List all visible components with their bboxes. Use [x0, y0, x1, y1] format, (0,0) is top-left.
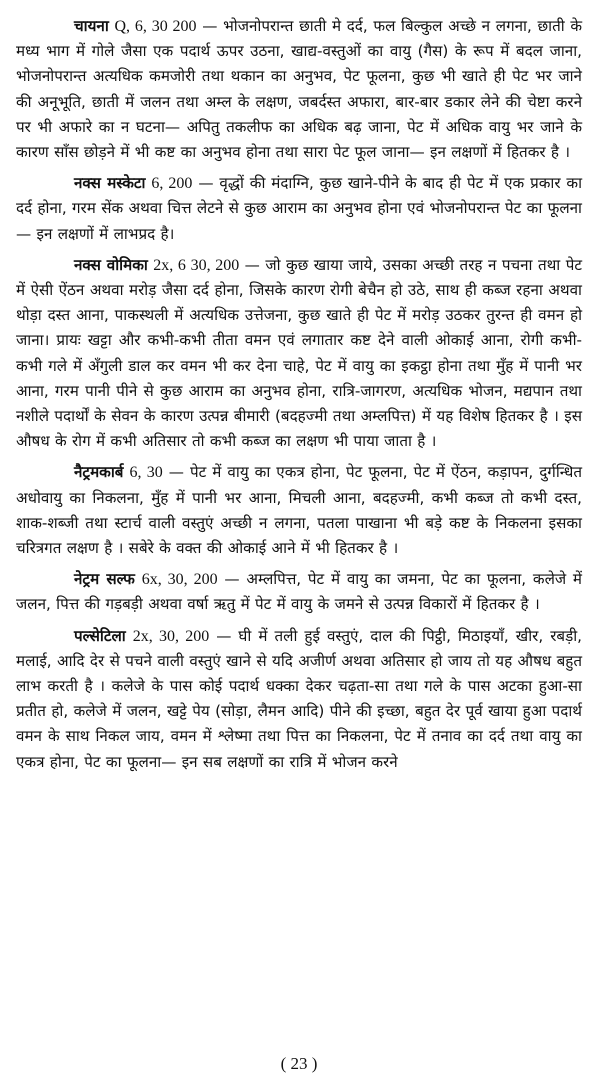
- remedy-name: नक्स मस्केटा: [74, 174, 146, 193]
- remedy-entry-nux-vomica: [16, 253, 582, 455]
- document-page: [16, 14, 582, 1074]
- remedy-potency: 2x, 6 30, 200: [153, 256, 240, 274]
- remedy-description: — जो कुछ खाया जाये, उसका अच्छी तरह न पचना तथा पेट में ऐसी ऐंठन अथवा मरोड़ जैसा दर्द होना, जिसके कारण रोगी बेचैन हो उठे, साथ ही कब्ज रहना अथवा थोड़ा दस्त आना, पाकस्थली में अत्यधिक उत्तेजना, कुछ खाते ही पेट में मरोड़ उठकर तुरन्त ही वमन हो जाना। प्रायः खट्टा और कभी-कभी तीता वमन एवं लगातार कष्ट देने वाली ओकाई आना, रोगी कभी-कभी गले में अँगुली डाल कर वमन भी कर देना चाहे, पेट में वायु का इकट्ठा होना तथा मुँह में पानी भर आना, गरम पानी पीने से कुछ आराम का अनुभव होना, रात्रि-जागरण, अत्यधिक भोजन, मद्यपान तथा नशीले पदार्थों के सेवन के कारण उत्पन्न बीमारी (बदहज्मी तथा अम्लपित्त) में यह विशेष हितकर है । इस औषध के रोग में कभी अतिसार तो कभी कब्ज का लक्षण भी पाया जाता है ।: [16, 255, 582, 451]
- remedy-description: — वृद्धों की मंदाग्नि, कुछ खाने-पीने के बाद ही पेट में एक प्रकार का दर्द होना, गरम सेंक अथवा चित्त लेटने से कुछ आराम का अनुभव होना एवं भोजनोपरान्त पेट का फूलना— इन लक्षणों में लाभप्रद है।: [16, 174, 583, 243]
- remedy-potency: 6x, 30, 200: [141, 571, 218, 589]
- remedy-name: नेट्रम सल्फ: [74, 570, 135, 589]
- remedy-name: नक्स वोमिका: [74, 255, 148, 274]
- remedy-entry-china: [16, 14, 582, 165]
- remedy-description: — घी में तली हुई वस्तुएं, दाल की पिट्ठी, मिठाइयाँ, खीर, रबड़ी, मलाई, आदि देर से पचने वाली वस्तुएं खाने से यदि अजीर्ण अथवा अतिसार हो जाय तो यह औषध बहुत लाभ करती है । कलेजे के पास कोई पदार्थ धक्का देकर चढ़ता-सा तथा गले के पास अटका हुआ-सा प्रतीत हो, कलेजे में जलन, खट्टे पेय (सोड़ा, लैमन आदि) पीने की इच्छा, बहुत देर पूर्व खाया हुआ पदार्थ वमन के साथ निकल जाय, वमन में श्लेष्मा तथा पित्त का निकलना, पेट में तनाव का दर्द तथा वायु का एकत्र होना, पेट का फूलना— इन सब लक्षणों का रात्रि में भोजन करने: [16, 626, 582, 771]
- remedy-potency: 6, 200: [151, 175, 193, 193]
- remedy-entry-nux-moschata: [16, 171, 582, 247]
- remedy-name: पल्सेटिला: [74, 626, 126, 645]
- remedy-entry-natrum-sulph: [16, 567, 582, 617]
- remedy-potency: Q, 6, 30 200: [114, 18, 197, 35]
- remedy-potency: 6, 30: [129, 464, 163, 482]
- remedy-name: चायना: [74, 17, 109, 35]
- remedy-potency: 2x, 30, 200: [132, 627, 210, 645]
- remedy-description: — अम्लपित्त, पेट में वायु का जमना, पेट का फूलना, कलेजे में जलन, पित्त की गड़बड़ी अथवा वर्षा ऋतु में पेट में वायु के जमने से उत्पन्न विकारों में हितकर है ।: [16, 570, 583, 614]
- remedy-description: — पेट में वायु का एकत्र होना, पेट फूलना, पेट में ऐंठन, कड़ापन, दुर्गन्धित अधोवायु का निकलना, मुँह में पानी भर आना, मिचली आना, बदहज्मी, कभी कब्ज तो कभी दस्त, शाक-शब्जी तथा स्टार्च वाली वस्तुएं अच्छी न लगना, पतला पाखाना भी बड़े कष्ट के निकलना इसका चरित्रगत लक्षण है । सबेरे के वक्त की ओकाई आने में भी हितकर है ।: [16, 463, 582, 558]
- remedy-entry-natrum-carb: [16, 460, 582, 561]
- page-number: ( 23 ): [280, 1054, 318, 1073]
- remedy-description: — भोजनोपरान्त छाती मे दर्द, फल बिल्कुल अच्छे न लगना, छाती के मध्य भाग में गोले जैसा एक पदार्थ ऊपर उठना, खाद्य-वस्तुओं का वायु (गैस) के रूप में बदल जाना, भोजनोपरान्त अत्यधिक कमजोरी तथा थकान का अनुभव, पेट फूलना, कुछ भी खाते ही पेट भर जाने की अनूभूति, छाती में जलन तथा अम्ल के लक्षण, जबर्दस्त अफारा, बार-बार डकार लेने की चेष्टा करने पर भी अफारे का न घटना— अपितु तकलीफ का अधिक बढ़ जाना, पेट में अधिक वायु भर जाने के कारण साँस छोड़ने में भी कष्ट का अनुभव होना तथा सारा पेट फूल जाना— इन लक्षणों में हितकर है ।: [16, 17, 583, 162]
- remedy-name: नैट्रमकार्ब: [74, 463, 124, 482]
- remedy-entry-pulsatilla: [16, 624, 582, 775]
